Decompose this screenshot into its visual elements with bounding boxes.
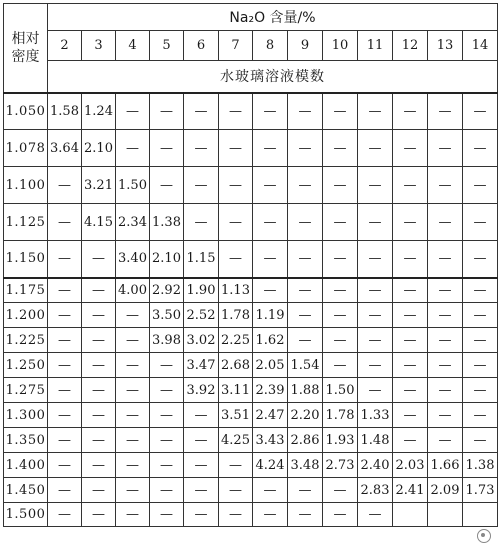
modulus-cell: 2.86	[288, 428, 323, 453]
empty-cell: —	[288, 130, 323, 167]
modulus-cell: 3.92	[184, 378, 219, 403]
table-row	[4, 503, 498, 527]
empty-cell: —	[463, 378, 498, 403]
modulus-cell: 1.73	[463, 478, 498, 503]
modulus-cell: 1.19	[253, 303, 288, 328]
empty-cell: —	[150, 378, 184, 403]
empty-cell: —	[393, 278, 428, 303]
empty-cell: —	[184, 130, 219, 167]
empty-cell: —	[288, 241, 323, 278]
empty-cell: —	[48, 303, 82, 328]
empty-cell: —	[463, 428, 498, 453]
empty-cell: —	[150, 453, 184, 478]
empty-cell: —	[288, 478, 323, 503]
density-cell: 1.450	[4, 478, 48, 503]
column-number: 3	[82, 31, 116, 61]
empty-cell: —	[323, 478, 358, 503]
empty-cell: —	[150, 130, 184, 167]
empty-cell: —	[82, 278, 116, 303]
column-number: 8	[253, 31, 288, 61]
modulus-cell: 1.24	[82, 93, 116, 130]
density-cell: 1.500	[4, 503, 48, 527]
empty-cell: —	[48, 478, 82, 503]
modulus-cell: 2.52	[184, 303, 219, 328]
empty-cell: —	[253, 241, 288, 278]
empty-cell: —	[184, 428, 219, 453]
empty-cell: —	[323, 353, 358, 378]
density-cell: 1.300	[4, 403, 48, 428]
modulus-cell: 1.38	[463, 453, 498, 478]
empty-cell: —	[393, 328, 428, 353]
empty-cell: —	[116, 453, 150, 478]
modulus-cell: 2.03	[393, 453, 428, 478]
modulus-cell: 3.48	[288, 453, 323, 478]
modulus-cell: 3.11	[219, 378, 253, 403]
modulus-cell: 1.38	[150, 204, 184, 241]
empty-cell: —	[463, 204, 498, 241]
modulus-cell: 4.24	[253, 453, 288, 478]
empty-cell: —	[358, 278, 393, 303]
table-row	[4, 453, 498, 478]
empty-cell: —	[184, 478, 219, 503]
modulus-cell: 3.64	[48, 130, 82, 167]
empty-cell: —	[184, 93, 219, 130]
empty-cell: —	[150, 93, 184, 130]
density-modulus-table	[3, 3, 498, 527]
empty-cell: —	[48, 353, 82, 378]
empty-cell: —	[288, 303, 323, 328]
empty-cell: —	[428, 204, 463, 241]
empty-cell: —	[288, 503, 323, 527]
modulus-cell: 2.83	[358, 478, 393, 503]
empty-cell: —	[288, 328, 323, 353]
empty-cell: —	[253, 204, 288, 241]
empty-cell: —	[116, 378, 150, 403]
density-cell: 1.350	[4, 428, 48, 453]
empty-cell: —	[428, 241, 463, 278]
empty-cell: —	[393, 428, 428, 453]
empty-cell: —	[428, 167, 463, 204]
empty-cell: —	[428, 428, 463, 453]
empty-cell: —	[253, 93, 288, 130]
empty-cell: —	[82, 241, 116, 278]
empty-cell: —	[116, 130, 150, 167]
modulus-cell: 3.98	[150, 328, 184, 353]
watermark	[474, 528, 494, 544]
modulus-cell: 1.78	[219, 303, 253, 328]
table-row	[4, 403, 498, 428]
empty-cell: —	[323, 278, 358, 303]
density-cell: 1.175	[4, 278, 48, 303]
empty-cell: —	[463, 130, 498, 167]
density-cell: 1.400	[4, 453, 48, 478]
empty-cell: —	[288, 93, 323, 130]
empty-cell: —	[463, 278, 498, 303]
modulus-cell: 2.40	[358, 453, 393, 478]
table-row	[4, 478, 498, 503]
density-cell: 1.100	[4, 167, 48, 204]
modulus-cell: 1.88	[288, 378, 323, 403]
empty-cell: —	[82, 403, 116, 428]
density-cell: 1.200	[4, 303, 48, 328]
modulus-cell: 2.41	[393, 478, 428, 503]
modulus-cell: 2.92	[150, 278, 184, 303]
empty-cell: —	[184, 453, 219, 478]
table-body	[4, 93, 498, 527]
empty-cell: —	[393, 204, 428, 241]
empty-cell: —	[184, 503, 219, 527]
empty-cell: —	[463, 403, 498, 428]
modulus-cell: 4.00	[116, 278, 150, 303]
empty-cell: —	[358, 328, 393, 353]
empty-cell: —	[48, 453, 82, 478]
density-cell: 1.150	[4, 241, 48, 278]
empty-cell: —	[323, 303, 358, 328]
table-row	[4, 204, 498, 241]
empty-cell: —	[184, 403, 219, 428]
empty-cell: —	[48, 503, 82, 527]
empty-cell: —	[48, 167, 82, 204]
modulus-cell: 2.20	[288, 403, 323, 428]
empty-cell: —	[393, 353, 428, 378]
column-number: 13	[428, 31, 463, 61]
table-row	[4, 130, 498, 167]
empty-cell: —	[358, 303, 393, 328]
empty-cell: —	[393, 378, 428, 403]
table-row	[4, 353, 498, 378]
modulus-cell	[428, 503, 463, 527]
table-container	[3, 3, 497, 527]
empty-cell: —	[393, 93, 428, 130]
column-number: 5	[150, 31, 184, 61]
empty-cell: —	[116, 353, 150, 378]
table-row	[4, 428, 498, 453]
empty-cell: —	[428, 378, 463, 403]
empty-cell: —	[116, 403, 150, 428]
empty-cell: —	[116, 328, 150, 353]
empty-cell: —	[428, 353, 463, 378]
modulus-cell: 2.34	[116, 204, 150, 241]
empty-cell: —	[48, 204, 82, 241]
empty-cell: —	[82, 353, 116, 378]
modulus-cell	[463, 503, 498, 527]
modulus-cell: 2.68	[219, 353, 253, 378]
modulus-cell: 3.51	[219, 403, 253, 428]
empty-cell: —	[116, 503, 150, 527]
column-number: 14	[463, 31, 498, 61]
row-header-label	[4, 4, 48, 93]
modulus-cell: 1.93	[323, 428, 358, 453]
empty-cell: —	[358, 167, 393, 204]
empty-cell: —	[393, 167, 428, 204]
empty-cell: —	[48, 328, 82, 353]
density-cell: 1.050	[4, 93, 48, 130]
empty-cell: —	[323, 130, 358, 167]
empty-cell: —	[150, 428, 184, 453]
modulus-cell: 2.25	[219, 328, 253, 353]
empty-cell: —	[116, 478, 150, 503]
table-row	[4, 241, 498, 278]
empty-cell: —	[253, 278, 288, 303]
density-cell: 1.078	[4, 130, 48, 167]
empty-cell: —	[358, 93, 393, 130]
modulus-cell: 3.21	[82, 167, 116, 204]
table-row	[4, 328, 498, 353]
column-number: 4	[116, 31, 150, 61]
density-cell: 1.125	[4, 204, 48, 241]
empty-cell: —	[253, 503, 288, 527]
empty-cell: —	[428, 130, 463, 167]
empty-cell: —	[82, 478, 116, 503]
row-header-text: 相对 密度	[11, 30, 40, 65]
table-row	[4, 303, 498, 328]
empty-cell: —	[82, 378, 116, 403]
modulus-cell: 1.15	[184, 241, 219, 278]
modulus-cell	[393, 503, 428, 527]
empty-cell: —	[150, 403, 184, 428]
table-row	[4, 278, 498, 303]
empty-cell: —	[393, 403, 428, 428]
table-row	[4, 378, 498, 403]
column-number: 6	[184, 31, 219, 61]
empty-cell: —	[150, 353, 184, 378]
empty-cell: —	[428, 93, 463, 130]
empty-cell: —	[288, 167, 323, 204]
modulus-cell: 4.15	[82, 204, 116, 241]
empty-cell: —	[150, 478, 184, 503]
empty-cell: —	[428, 403, 463, 428]
wechat-logo-icon	[477, 529, 491, 543]
modulus-cell: 2.09	[428, 478, 463, 503]
empty-cell: —	[463, 303, 498, 328]
empty-cell: —	[463, 167, 498, 204]
modulus-cell: 3.50	[150, 303, 184, 328]
empty-cell: —	[323, 241, 358, 278]
empty-cell: —	[48, 428, 82, 453]
modulus-cell: 2.73	[323, 453, 358, 478]
empty-cell: —	[219, 204, 253, 241]
modulus-cell: 1.62	[253, 328, 288, 353]
modulus-cell: 2.47	[253, 403, 288, 428]
empty-cell: —	[48, 378, 82, 403]
modulus-cell: 1.90	[184, 278, 219, 303]
column-number: 2	[48, 31, 82, 61]
empty-cell: —	[463, 241, 498, 278]
modulus-cell: 1.50	[116, 167, 150, 204]
empty-cell: —	[48, 241, 82, 278]
empty-cell: —	[82, 503, 116, 527]
empty-cell: —	[463, 328, 498, 353]
empty-cell: —	[48, 278, 82, 303]
density-cell: 1.275	[4, 378, 48, 403]
modulus-cell: 1.78	[323, 403, 358, 428]
modulus-cell: 2.10	[150, 241, 184, 278]
modulus-cell: 2.10	[82, 130, 116, 167]
empty-cell: —	[116, 93, 150, 130]
empty-cell: —	[253, 478, 288, 503]
modulus-cell: 3.43	[253, 428, 288, 453]
empty-cell: —	[358, 503, 393, 527]
empty-cell: —	[323, 204, 358, 241]
empty-cell: —	[219, 93, 253, 130]
group-header: Na₂O 含量/%	[48, 4, 498, 31]
modulus-cell: 1.54	[288, 353, 323, 378]
empty-cell: —	[323, 167, 358, 204]
modulus-cell: 1.58	[48, 93, 82, 130]
column-number-row	[4, 31, 498, 61]
empty-cell: —	[150, 167, 184, 204]
empty-cell: —	[184, 204, 219, 241]
empty-cell: —	[323, 93, 358, 130]
empty-cell: —	[150, 503, 184, 527]
empty-cell: —	[219, 130, 253, 167]
empty-cell: —	[358, 130, 393, 167]
density-cell: 1.250	[4, 353, 48, 378]
modulus-cell: 2.05	[253, 353, 288, 378]
empty-cell: —	[428, 328, 463, 353]
empty-cell: —	[393, 130, 428, 167]
empty-cell: —	[184, 167, 219, 204]
sub-header: 水玻璃溶液模数	[48, 61, 498, 93]
empty-cell: —	[323, 503, 358, 527]
column-number: 12	[393, 31, 428, 61]
column-number: 11	[358, 31, 393, 61]
empty-cell: —	[116, 428, 150, 453]
table-row	[4, 167, 498, 204]
empty-cell: —	[82, 328, 116, 353]
empty-cell: —	[219, 453, 253, 478]
modulus-cell: 3.02	[184, 328, 219, 353]
empty-cell: —	[463, 93, 498, 130]
empty-cell: —	[116, 303, 150, 328]
modulus-cell: 2.39	[253, 378, 288, 403]
empty-cell: —	[358, 241, 393, 278]
empty-cell: —	[463, 353, 498, 378]
empty-cell: —	[82, 453, 116, 478]
empty-cell: —	[323, 328, 358, 353]
empty-cell: —	[253, 167, 288, 204]
empty-cell: —	[358, 204, 393, 241]
modulus-cell: 3.40	[116, 241, 150, 278]
column-number: 7	[219, 31, 253, 61]
empty-cell: —	[219, 241, 253, 278]
modulus-cell: 4.25	[219, 428, 253, 453]
empty-cell: —	[82, 303, 116, 328]
empty-cell: —	[48, 403, 82, 428]
empty-cell: —	[82, 428, 116, 453]
empty-cell: —	[219, 167, 253, 204]
empty-cell: —	[358, 353, 393, 378]
modulus-cell: 1.48	[358, 428, 393, 453]
column-number: 10	[323, 31, 358, 61]
empty-cell: —	[219, 503, 253, 527]
table-row	[4, 93, 498, 130]
empty-cell: —	[393, 241, 428, 278]
modulus-cell: 3.47	[184, 353, 219, 378]
empty-cell: —	[428, 278, 463, 303]
empty-cell: —	[428, 303, 463, 328]
column-number: 9	[288, 31, 323, 61]
modulus-cell: 1.13	[219, 278, 253, 303]
empty-cell: —	[358, 378, 393, 403]
empty-cell: —	[219, 478, 253, 503]
modulus-cell: 1.66	[428, 453, 463, 478]
density-cell: 1.225	[4, 328, 48, 353]
empty-cell: —	[288, 278, 323, 303]
modulus-cell: 1.50	[323, 378, 358, 403]
empty-cell: —	[253, 130, 288, 167]
modulus-cell: 1.33	[358, 403, 393, 428]
empty-cell: —	[288, 204, 323, 241]
empty-cell: —	[393, 303, 428, 328]
